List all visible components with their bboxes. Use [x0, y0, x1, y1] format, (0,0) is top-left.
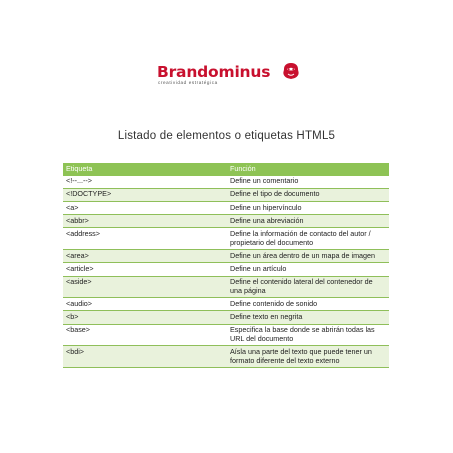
table-row: [63, 346, 389, 368]
table-row: [63, 277, 389, 299]
tag-cell: <audio>: [66, 298, 92, 308]
brand-logo: [157, 63, 302, 91]
tag-cell: <base>: [66, 325, 90, 335]
table-row: [63, 325, 389, 347]
table-row: [63, 250, 389, 263]
html5-tags-table: [63, 163, 389, 368]
table-row: [63, 215, 389, 228]
tag-cell: <area>: [66, 250, 89, 260]
tag-cell: <a>: [66, 202, 79, 212]
table-header-row: [63, 163, 389, 176]
table-row: [63, 176, 389, 189]
table-row: [63, 189, 389, 202]
function-cell: Define el tipo de documento: [230, 189, 320, 199]
function-cell: Define la información de contacto del autor / propietario del documento: [230, 228, 371, 247]
tag-cell: <address>: [66, 228, 100, 238]
table-row: [63, 298, 389, 311]
function-cell: Define una abreviación: [230, 215, 304, 225]
function-cell: Define un comentario: [230, 176, 299, 186]
tag-cell: <b>: [66, 312, 79, 322]
function-cell: Aísla una parte del texto que puede tener un formato diferente del texto externo: [230, 347, 372, 365]
table-row: [63, 263, 389, 276]
function-cell: Define un área dentro de un mapa de imagen: [230, 250, 376, 260]
function-cell: Define texto en negrita: [230, 312, 303, 322]
function-cell: Define un hipervínculo: [230, 202, 302, 212]
tag-cell: <aside>: [66, 277, 92, 287]
function-cell: Define contenido de sonido: [230, 298, 318, 308]
header-funcion: Función: [230, 164, 256, 173]
brand-tagline: creatividad estratégica: [158, 80, 218, 85]
tag-cell: <abbr>: [66, 215, 89, 225]
tag-cell: <bdi>: [66, 347, 84, 357]
table-row: [63, 228, 389, 250]
function-cell: Especifica la base donde se abrirán todas las URL del documento: [230, 325, 375, 343]
function-cell: Define un artículo: [230, 263, 287, 273]
table-row: [63, 202, 389, 215]
header-etiqueta: Etiqueta: [66, 164, 93, 173]
tag-cell: <article>: [66, 263, 94, 273]
function-cell: Define el contenido lateral del contenedor de una página: [230, 277, 373, 295]
page-title: Listado de elementos o etiquetas HTML5: [117, 130, 336, 142]
table-row: [63, 311, 389, 324]
brand-name: Brandominus: [157, 63, 271, 81]
tag-cell: <!DOCTYPE>: [66, 189, 112, 199]
gorilla-head-icon: [282, 62, 300, 80]
tag-cell: <!--...-->: [66, 176, 92, 186]
